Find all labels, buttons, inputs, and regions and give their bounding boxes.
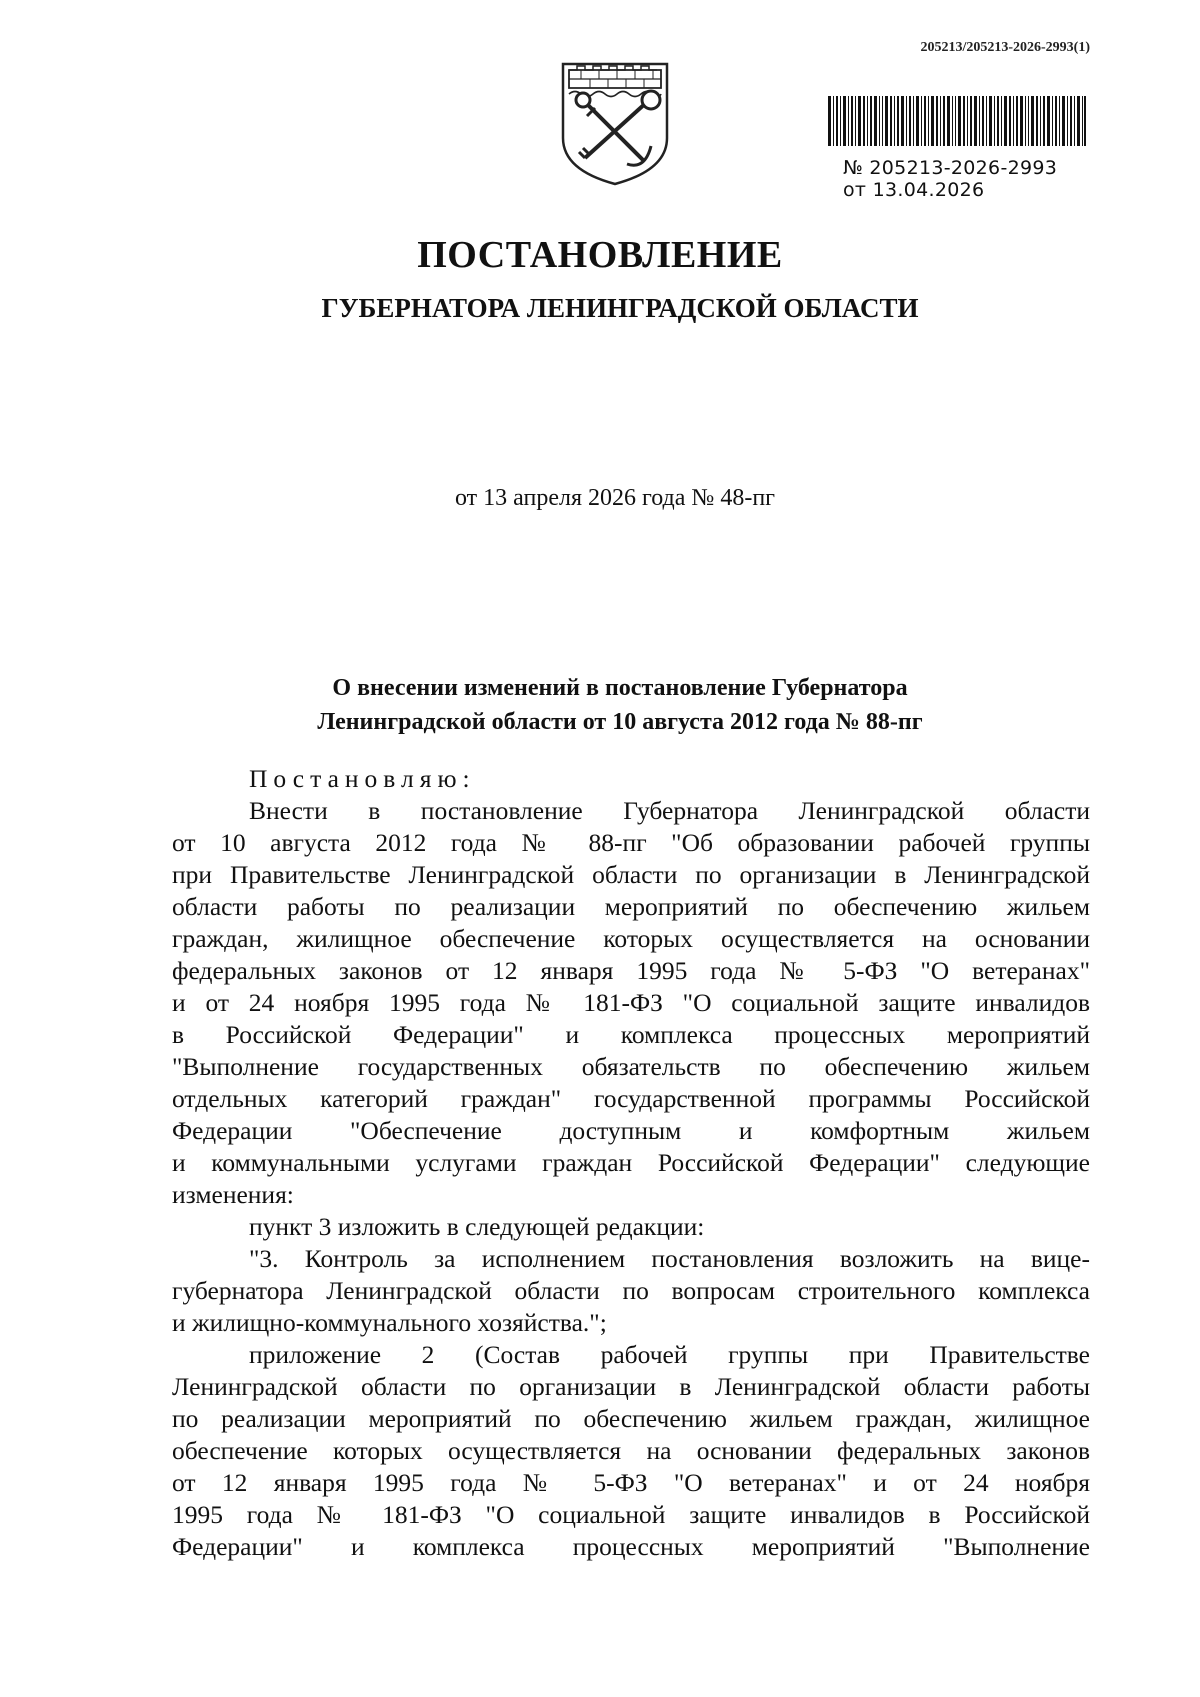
document-subtitle: ГУБЕРНАТОРА ЛЕНИНГРАДСКОЙ ОБЛАСТИ <box>321 293 919 323</box>
subject-line: О внесении изменений в постановление Губернатора <box>332 675 908 701</box>
text-line: приложение 2 (Состав рабочей группы при Правительстве <box>249 1340 1090 1369</box>
paragraph-3 <box>172 1243 1090 1339</box>
registration-number: № 205213-2026-2993 <box>843 157 1058 179</box>
subject-line: Ленинградской области от 10 августа 2012 года № 88-пг <box>317 709 923 735</box>
text-line: от 10 августа 2012 года № 88-пг "Об образовании рабочей группы <box>172 828 1090 857</box>
document-title: ПОСТАНОВЛЕНИЕ <box>417 234 783 276</box>
text-line: губернатора Ленинградской области по вопросам строительного комплекса <box>172 1276 1090 1305</box>
text-line: от 12 января 1995 года № 5-ФЗ "О ветеранах" и от 24 ноября <box>172 1468 1090 1497</box>
registration-date: от 13.04.2026 <box>843 179 985 201</box>
text-line: Ленинградской области по организации в Ленинградской области работы <box>172 1372 1090 1401</box>
text-line: и жилищно-коммунального хозяйства."; <box>172 1308 607 1337</box>
registration-stamp <box>828 96 1088 201</box>
text-line: и коммунальными услугами граждан Российской Федерации" следующие <box>172 1148 1090 1177</box>
text-line: отдельных категорий граждан" государственной программы Российской <box>172 1084 1090 1113</box>
text-line: "3. Контроль за исполнением постановления возложить на вице- <box>249 1244 1090 1273</box>
document-subject <box>0 671 1200 739</box>
paragraph-4 <box>172 1339 1090 1563</box>
document-code: 205213/205213-2026-2993(1) <box>920 40 1090 55</box>
text-line: 1995 года № 181-ФЗ "О социальной защите инвалидов в Российской <box>172 1500 1090 1529</box>
document-body <box>172 763 1090 1563</box>
resolve-line: Постановляю: <box>249 764 476 793</box>
text-line: Федерации" и комплекса процессных мероприятий "Выполнение <box>172 1532 1090 1561</box>
document-date-number: от 13 апреля 2026 года № 48-пг <box>454 485 775 511</box>
text-line: в Российской Федерации" и комплекса процессных мероприятий <box>172 1020 1090 1049</box>
text-line: граждан, жилищное обеспечение которых осуществляется на основании <box>172 924 1090 953</box>
text-line: обеспечение которых осуществляется на основании федеральных законов <box>172 1436 1090 1465</box>
text-line: пункт 3 изложить в следующей редакции: <box>249 1212 705 1241</box>
text-line: федеральных законов от 12 января 1995 года № 5-ФЗ "О ветеранах" <box>172 956 1090 985</box>
text-line: области работы по реализации мероприятий по обеспечению жильем <box>172 892 1090 921</box>
barcode-icon <box>828 96 1086 146</box>
text-line: изменения: <box>172 1180 294 1209</box>
coat-of-arms-icon <box>555 58 675 188</box>
text-line: по реализации мероприятий по обеспечению жильем граждан, жилищное <box>172 1404 1090 1433</box>
paragraph-2 <box>172 1211 1090 1243</box>
text-line: Внести в постановление Губернатора Ленинградской области <box>249 796 1090 825</box>
paragraph-1 <box>172 795 1090 1211</box>
text-line: "Выполнение государственных обязательств по обеспечению жильем <box>172 1052 1090 1081</box>
text-line: при Правительстве Ленинградской области по организации в Ленинградской <box>172 860 1090 889</box>
text-line: и от 24 ноября 1995 года № 181-ФЗ "О социальной защите инвалидов <box>172 988 1090 1017</box>
text-line: Федерации "Обеспечение доступным и комфортным жильем <box>172 1116 1090 1145</box>
